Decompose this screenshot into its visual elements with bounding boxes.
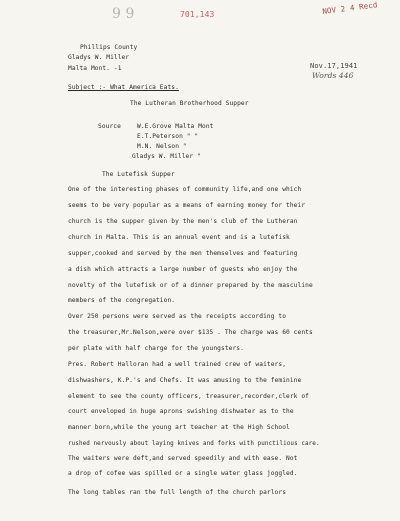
body-line: element to see the county officers, treasurer,recorder,clerk of (68, 393, 309, 400)
header-author: Gladys W. Miller (68, 54, 130, 61)
header-place-page: Malta Mont. -1 (68, 65, 122, 72)
source-line: W.E.Grove Malta Mont (137, 123, 214, 130)
body-line: manner born,while the young art teacher at the High School (68, 424, 290, 431)
source-line: M.N. Nelson " (137, 143, 187, 150)
body-line: church is the supper given by the men's club of the Lutheran (68, 218, 298, 225)
body-line: One of the interesting phases of community life,and one which (68, 186, 302, 193)
source-line: E.T.Peterson " " (137, 133, 199, 140)
body-line: supper,cooked and served by the men themselves and featuring (68, 250, 298, 257)
body-line: dishwashers, K.P.'s and Chefs. It was amusing to the feminine (68, 377, 302, 384)
body-line: rushed nervously about laying knives and forks with punctilious care. (68, 441, 320, 447)
section-title: The Lutefisk Supper (102, 171, 175, 178)
body-line: court enveloped in huge aprons swishing dishwater as to the (68, 408, 294, 415)
word-count: Words 446 (312, 71, 354, 80)
subject-text: Subject :- What America Eats. (68, 84, 179, 91)
body-line: a drop of cofee was spilled or a single water glass joggled. (68, 470, 298, 477)
body-line: Over 250 persons were served as the receipts according to (68, 313, 287, 320)
body-line: novelty of the lutefisk or of a dinner prepared by the masculine (68, 282, 313, 289)
header-county: Phillips County (80, 44, 138, 51)
body-line: per plate with half charge for the youngsters. (68, 345, 244, 352)
body-line: The waiters were deft,and served speedily and with ease. Not (68, 455, 298, 462)
subject-line (68, 84, 179, 92)
pencil-mark: 9 9 (112, 6, 135, 22)
body-line: a dish which attracts a large number of guests who enjoy the (68, 266, 298, 273)
body-line: members of the congregation. (68, 297, 176, 304)
event-title: The Lutheran Brotherhood Supper (130, 100, 249, 107)
body-line: The long tables ran the full length of the church parlors (68, 489, 287, 496)
body-line: church in Malta. This is an annual event and is a lutefisk (68, 234, 290, 241)
header-date: Nov.17,1941 (310, 62, 358, 70)
red-number: 701,143 (180, 10, 215, 19)
body-line: Pres. Robert Halloran had a well trained crew of waiters, (68, 361, 287, 368)
source-label: Source (98, 123, 121, 130)
source-line: Gladys W. Miller " (132, 153, 201, 160)
body-line: the treasurer,Mr.Nelson,were over $135 . The charge was 60 cents (68, 329, 313, 336)
received-stamp: NOV 2 4 Recd (321, 0, 378, 16)
body-line: seems to be very popular as a means of earning money for their (68, 202, 306, 209)
